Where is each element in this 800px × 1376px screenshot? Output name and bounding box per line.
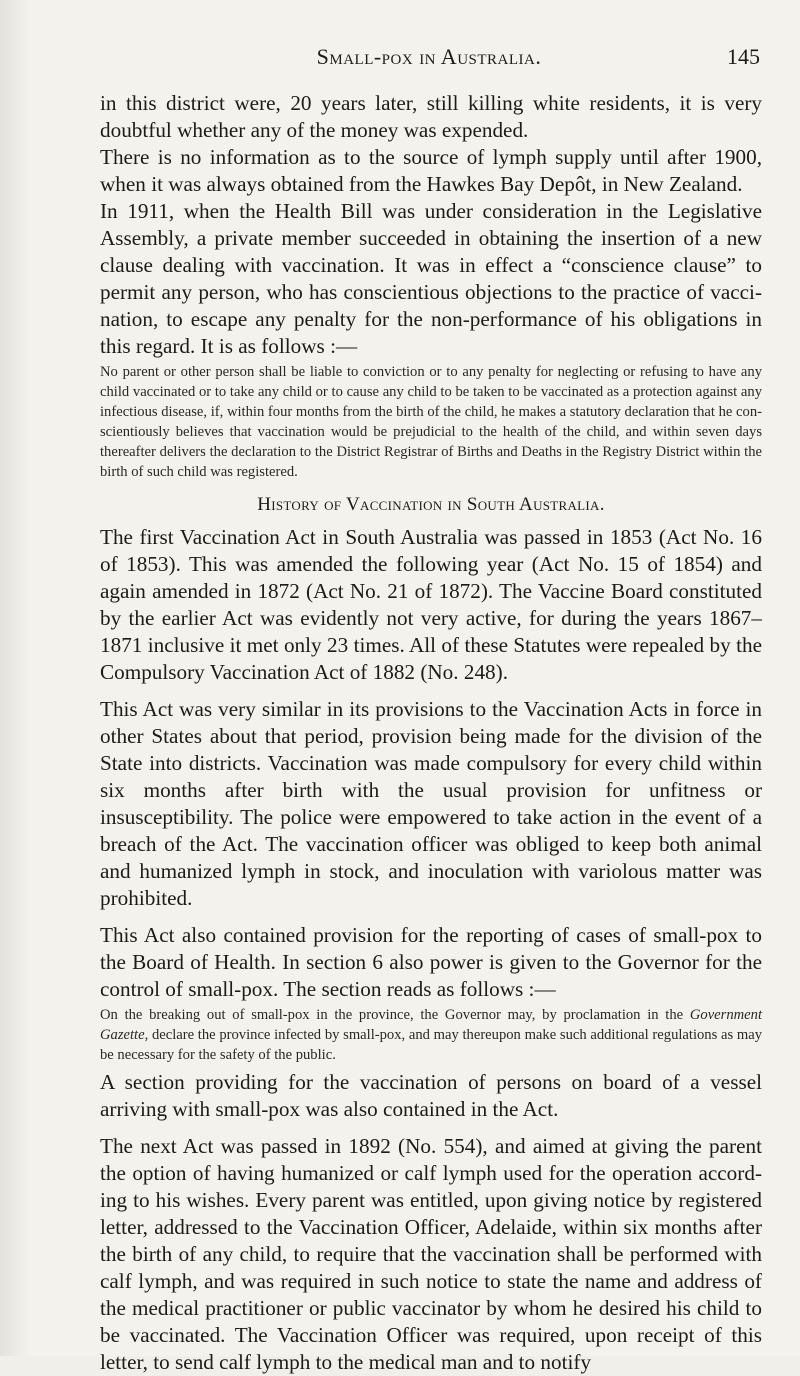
section-heading: History of Vaccination in South Australia. bbox=[257, 494, 605, 515]
quote-text-start: On the breaking out of small-pox in the province, the Governor may, by proclamation in the bbox=[100, 1007, 690, 1023]
paragraph-4: The first Vaccination Act in South Australia was passed in 1853 (Act No. 16 of 1853). This was amended the following year (Act No. 15 of 1854) and again amended in 1872 (Act No. 21 of 1872). The Vaccine Board constituted by the earlier Act was evidently not very active, for during the years 1867–1871 inclusive it met only 23 times. All of these Statutes were repealed by the Compulsory Vaccination Act of 1882 (No. 248). bbox=[100, 525, 762, 684]
paragraph-2: There is no information as to the source of lymph supply until after 1900, when it was always obtained from the Hawkes Bay Depôt, in New Zealand. bbox=[100, 145, 762, 196]
page-body bbox=[100, 90, 762, 1376]
running-title: Small-pox in Australia. bbox=[316, 44, 542, 69]
paragraph-gap bbox=[100, 686, 762, 696]
quote-text-end: , declare the province infected by small-pox, and may thereupon make such additional regulations as may be necessary for the safety of the public. bbox=[100, 1027, 762, 1063]
paragraph-8: The next Act was passed in 1892 (No. 554), and aimed at giving the parent the option of having humanized or calf lymph used for the operation according to his wishes. Every parent was entitled, upon giving notice by registered letter, addressed to the Vaccination Officer, Adelaide, within six months after the birth of any child, to require that the vaccination shall be performed with calf lymph, and was required in such notice to state the name and address of the medical practitioner or public vaccinator by whom he desired his child to be vaccinated. The Vaccination Officer was required, upon receipt of this letter, to send calf lymph to the medical man and to notify bbox=[100, 1134, 762, 1374]
quoted-clause: No parent or other person shall be liable to conviction or to any penalty for neglecting or refusing to have any child vaccinated or to take any child or to cause any child to be taken to be vaccinated as a protection against any infectious disease, if, within four months from the birth of the child, he makes a statutory declaration that he conscientiously believes that vaccination would be prejudicial to the health of the child, and within seven days thereafter delivers the declaration to the District Registrar of Births and Deaths in the Registry District within the birth of such child was registered. bbox=[100, 364, 762, 480]
paragraph-6: This Act also contained provision for the reporting of cases of small-pox to the Board of Health. In section 6 also power is given to the Governor for the control of small-pox. The section reads as follows :— bbox=[100, 923, 762, 1001]
page-number: 145 bbox=[727, 44, 760, 69]
paragraph-gap bbox=[100, 912, 762, 922]
paragraph-5: This Act was very similar in its provisions to the Vaccination Acts in force in other States about that period, provision being made for the division of the State into districts. Vaccination was made compulsory for every child within six months after birth with the usual provision for unfitness or insusceptibility. The police were empowered to take action in the event of a breach of the Act. The vaccination officer was obliged to keep both animal and humanized lymph in stock, and inoculation with variolous matter was prohibited. bbox=[100, 697, 762, 910]
paragraph-7: A section providing for the vaccination of persons on board of a vessel arriving with small-pox was also contained in the Act. bbox=[100, 1070, 762, 1121]
quote-italic: Government Gazette bbox=[100, 1007, 762, 1043]
paragraph-gap bbox=[100, 1123, 762, 1133]
page-header bbox=[98, 44, 760, 74]
quoted-section bbox=[100, 1005, 762, 1065]
paragraph-3: In 1911, when the Health Bill was under consideration in the Legislative Assembly, a private member succeeded in obtaining the insertion of a new clause dealing with vaccination. It was in effect a “conscience clause” to permit any person, who has conscientious objections to the practice of vaccination, to escape any penalty for the non-performance of his obligations in this regard. It is as follows :— bbox=[100, 199, 762, 358]
paragraph-1: in this district were, 20 years later, still killing white residents, it is very doubtful whether any of the money was expended. bbox=[100, 91, 762, 142]
